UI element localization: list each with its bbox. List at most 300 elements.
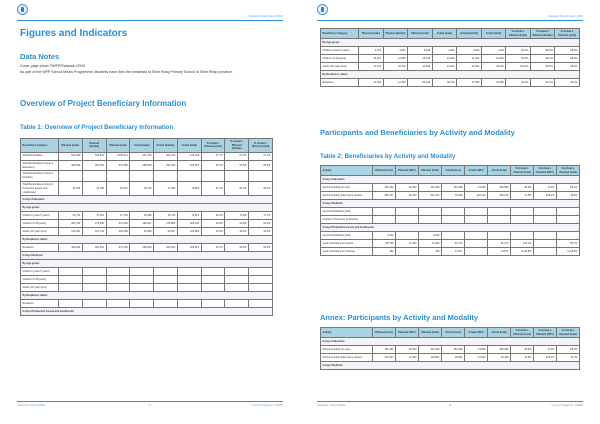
table-row xyxy=(21,212,273,220)
cell-value: 14,871 xyxy=(442,248,465,256)
cell-value xyxy=(82,300,106,308)
section-row xyxy=(21,196,273,204)
cell-value: 30,000 xyxy=(396,192,419,200)
cell-value: 15,207 xyxy=(359,55,384,63)
cell-value xyxy=(465,248,488,256)
table-row xyxy=(21,171,273,182)
row-label: Total Beneficiaries (Comp.2 Nutrition) xyxy=(21,171,59,182)
section-row xyxy=(321,71,580,79)
cell-value: 20,500 xyxy=(396,184,419,192)
cell-value xyxy=(201,284,225,292)
column-header: % Actual v. Planned (food) xyxy=(511,328,534,338)
cell-value: 71.7% xyxy=(249,212,273,220)
column-header: Actual (total) xyxy=(488,166,511,176)
cell-value: 64.8% xyxy=(201,220,225,228)
column-header: Planned (CBT) xyxy=(396,328,419,338)
column-header: Actual (female) xyxy=(457,29,482,39)
cell-value: 13,036 xyxy=(432,55,457,63)
data-notes-caption: As part of the WFP School Meals Programme, students have their the breakfast at Siem Rong Primary School in Siem Reap province. xyxy=(20,70,234,74)
cell-value xyxy=(59,276,83,284)
cell-value xyxy=(396,232,419,240)
row-label: Children (under 5 years) xyxy=(321,47,359,55)
annex-participants-table xyxy=(320,327,580,370)
cell-value xyxy=(557,216,580,224)
cell-value xyxy=(130,300,154,308)
cell-value xyxy=(373,216,396,224)
row-label: Children (5-18 years) xyxy=(21,220,59,228)
cell-value: 98.2% xyxy=(555,63,580,71)
page-footer xyxy=(317,401,583,409)
cell-value: 93.1% xyxy=(555,79,580,87)
column-header: Actual (total) xyxy=(481,29,506,39)
cell-value: 73.0% xyxy=(534,346,557,354)
cell-value xyxy=(396,216,419,224)
cell-value xyxy=(59,268,83,276)
cell-value: 38,710 xyxy=(130,181,154,195)
cell-value: 33.7% xyxy=(557,354,580,362)
cell-value: 41,155 xyxy=(383,79,408,87)
cell-value: 490,009 xyxy=(59,244,83,252)
cell-value xyxy=(82,284,106,292)
section-label: By Residence status: xyxy=(21,236,273,244)
cell-value xyxy=(465,232,488,240)
column-header: Actual (total) xyxy=(488,328,511,338)
section-label: By Age-group: xyxy=(21,204,273,212)
table-row xyxy=(21,228,273,236)
cell-value: 85.5% xyxy=(506,55,531,63)
page-footer xyxy=(17,401,283,409)
cell-value: 3,118.8% xyxy=(511,248,534,256)
table-header-row xyxy=(21,139,273,153)
cell-value xyxy=(488,216,511,224)
section-row xyxy=(321,176,580,184)
header-report-title: Standard Project Report 2015 xyxy=(248,15,283,18)
cell-value: 974,360 xyxy=(106,160,130,171)
table-row xyxy=(321,55,580,63)
cell-value: 92.2% xyxy=(225,181,249,195)
cell-value xyxy=(442,216,465,224)
row-label: General Distribution (GD) xyxy=(321,208,373,216)
table-row xyxy=(321,47,580,55)
cell-value: 41,155 xyxy=(59,181,83,195)
section-label: By Age-group: xyxy=(21,260,273,268)
cell-value: 391,460 xyxy=(373,184,396,192)
column-header: % Actual v. Planned (food) xyxy=(511,166,534,176)
table-row xyxy=(21,181,273,195)
cell-value: 268,038 xyxy=(130,244,154,252)
cell-value xyxy=(201,171,225,182)
section-row xyxy=(21,236,273,244)
cell-value: 351,999 xyxy=(442,184,465,192)
cell-value: 76,660 xyxy=(177,181,201,195)
column-header: Actual (female) xyxy=(154,139,178,153)
cell-value xyxy=(534,240,557,248)
cell-value: 82,310 xyxy=(408,79,433,87)
column-header: Actual (male) xyxy=(130,139,154,153)
section-label: Comp.1 Education xyxy=(321,338,580,346)
cell-value: 7,484 xyxy=(481,47,506,55)
footer-right: Country Programme - 200202 xyxy=(551,404,583,407)
column-header: Activity xyxy=(321,166,373,176)
cell-value: 4,200 xyxy=(383,47,408,55)
row-label: Children (5-18 years) xyxy=(321,55,359,63)
cell-value: 202,215 xyxy=(488,192,511,200)
column-header: % Actual v. Planned (male) xyxy=(201,139,225,153)
cell-value: 23,416 xyxy=(383,63,408,71)
cell-value: 21,279 xyxy=(359,63,384,71)
cell-value: 73.0% xyxy=(534,184,557,192)
row-label: Adults (18 years plus) xyxy=(21,228,59,236)
cell-value: 24,642 xyxy=(465,354,488,362)
cell-value: 21,623 xyxy=(432,63,457,71)
header-report-title: Standard Project Report 2015 xyxy=(548,15,583,18)
cell-value xyxy=(106,284,130,292)
row-label: School Feeding (take-home rations) xyxy=(321,354,373,362)
cell-value: 34,726 xyxy=(154,212,178,220)
cell-value: 275,566 xyxy=(82,220,106,228)
cell-value xyxy=(557,208,580,216)
cell-value: 41,155 xyxy=(82,181,106,195)
page-number: 10 xyxy=(148,404,152,407)
cell-value: 1,059,914 xyxy=(106,152,130,160)
cell-value xyxy=(225,268,249,276)
section-row xyxy=(321,200,580,208)
section-row xyxy=(21,308,273,316)
cell-value xyxy=(442,232,465,240)
cell-value: 264,463 xyxy=(154,244,178,252)
column-header: Actual (male) xyxy=(432,29,457,39)
cell-value: 8,909 xyxy=(408,47,433,55)
cell-value: 3,118.8% xyxy=(557,248,580,256)
cell-value: 3,633 xyxy=(457,47,482,55)
cell-value: 50,607 xyxy=(154,228,178,236)
cell-value: 73.8% xyxy=(225,212,249,220)
table1-caption: Table 1: Overview of Project Beneficiary Information xyxy=(20,124,174,131)
cell-value: 61,670 xyxy=(488,240,511,248)
cell-value xyxy=(177,268,201,276)
cell-value xyxy=(373,208,396,216)
column-header: Actual (food) xyxy=(442,328,465,338)
cell-value: 86.8% xyxy=(555,55,580,63)
cell-value: 76,660 xyxy=(481,79,506,87)
column-header: % Actual v. Planned (female) xyxy=(530,29,555,39)
cell-value: 6,640 xyxy=(419,232,442,240)
table-row xyxy=(321,184,580,192)
row-label: Food-Assistance-for-Assets xyxy=(321,240,373,248)
cell-value: 36,086 xyxy=(130,212,154,220)
table-row xyxy=(321,232,580,240)
cell-value: 37,950 xyxy=(457,79,482,87)
table-row xyxy=(21,220,273,228)
cell-value: 60.4% xyxy=(201,212,225,220)
cell-value xyxy=(201,300,225,308)
cell-value xyxy=(419,208,442,216)
cell-value: 161,724 xyxy=(82,228,106,236)
table-row xyxy=(321,79,580,87)
row-label: Residents xyxy=(21,244,59,252)
table-row xyxy=(21,244,273,252)
cell-value: 145,561 xyxy=(59,228,83,236)
cell-value: 38,710 xyxy=(432,79,457,87)
cell-value: 525,524 xyxy=(82,152,106,160)
cell-value: 13,499 xyxy=(383,55,408,63)
page-number: 11 xyxy=(448,404,452,407)
cell-value: 24,960 xyxy=(481,55,506,63)
cell-value: 480 xyxy=(419,248,442,256)
footer-left: Cambodia, Project 200202 xyxy=(17,404,46,407)
cell-value: 28,706 xyxy=(408,55,433,63)
cell-value xyxy=(201,268,225,276)
cell-value: 570,318 xyxy=(106,220,130,228)
section-row xyxy=(21,260,273,268)
column-header: % Actual v. Planned (female) xyxy=(225,139,249,153)
participants-heading: Participants and Beneficiaries by Activity and Modality xyxy=(320,128,515,137)
column-header: Planned (food) xyxy=(373,328,396,338)
row-label: Residents xyxy=(321,79,359,87)
column-header: Planned (male) xyxy=(359,29,384,39)
footer-right: Country Programme - 200202 xyxy=(251,404,283,407)
cell-value xyxy=(82,268,106,276)
footer-left: Cambodia, Project 200202 xyxy=(317,404,346,407)
section-label: By Residence status: xyxy=(321,71,580,79)
cell-value xyxy=(225,276,249,284)
table-header-row xyxy=(321,29,580,39)
section-row xyxy=(21,204,273,212)
cell-value: 484,351 xyxy=(82,160,106,171)
column-header: % Actual v. Planned (CBT) xyxy=(534,166,557,176)
cell-value: 57.7% xyxy=(201,152,225,160)
cell-value xyxy=(396,248,419,256)
annex-heading: Annex: Participants by Activity and Modality xyxy=(320,313,479,322)
cell-value: 119,807 xyxy=(419,354,442,362)
cell-value: 107,807 xyxy=(373,354,396,362)
cell-value: 79,005 xyxy=(442,192,465,200)
cell-value: 391,460 xyxy=(373,346,396,354)
section-label: Comp.3 Productive Assets and Livelihoods xyxy=(321,224,580,232)
cell-value: 40,443 xyxy=(488,354,511,362)
cell-value xyxy=(130,284,154,292)
section-label: By Residence status: xyxy=(21,292,273,300)
cell-value: 205.4% xyxy=(534,354,557,362)
cell-value: 480 xyxy=(373,248,396,256)
section-label: Comp.2 Nutrition xyxy=(21,252,273,260)
cell-value xyxy=(106,171,130,182)
section-row xyxy=(321,338,580,346)
cell-value xyxy=(465,216,488,224)
cell-value: 47,031 xyxy=(82,212,106,220)
cell-value xyxy=(225,171,249,182)
row-label: Nutrition: Prevention of Stunting xyxy=(321,216,373,224)
cell-value: 20,500 xyxy=(396,346,419,354)
table-row xyxy=(321,354,580,362)
wfp-logo-icon xyxy=(317,4,328,15)
cell-value: 88.1% xyxy=(530,55,555,63)
cell-value: 44,016 xyxy=(481,63,506,71)
section-label: Comp.1 Education xyxy=(321,176,580,184)
row-label: Total Beneficiaries xyxy=(21,152,59,160)
cell-value: 54.7% xyxy=(201,160,225,171)
cell-value: 94.1% xyxy=(201,181,225,195)
cell-value: 71,060 xyxy=(419,240,442,248)
column-header: Planned (total) xyxy=(419,328,442,338)
cell-value: 83.9% xyxy=(555,47,580,55)
cell-value: 4,051 xyxy=(432,47,457,55)
cell-value: 88.1% xyxy=(557,184,580,192)
cell-value xyxy=(177,276,201,284)
cell-value: 61,670 xyxy=(442,240,465,248)
column-header: Actual (CBT) xyxy=(465,166,488,176)
row-label: Adults (18 years plus) xyxy=(321,63,359,71)
row-label: General Distribution (GD) xyxy=(321,232,373,240)
section-row xyxy=(21,292,273,300)
column-header: Actual (total) xyxy=(177,139,201,153)
beneficiary-overview-table-continued xyxy=(320,28,580,87)
table-row xyxy=(21,284,273,292)
cell-value: 54.6% xyxy=(225,160,249,171)
cell-value xyxy=(106,276,130,284)
column-header: Planned (female) xyxy=(82,139,106,153)
cell-value: 33.4% xyxy=(201,228,225,236)
cell-value xyxy=(225,284,249,292)
cell-value: 184,637 xyxy=(130,220,154,228)
cell-value: 92.2% xyxy=(530,79,555,87)
cell-value: 89.9% xyxy=(511,346,534,354)
cell-value: 54.7% xyxy=(201,244,225,252)
cell-value xyxy=(442,208,465,216)
cell-value xyxy=(488,208,511,216)
report-page-right xyxy=(300,0,600,424)
table-row xyxy=(321,63,580,71)
cell-value: 46,088 xyxy=(130,228,154,236)
cell-value xyxy=(249,268,273,276)
cell-value xyxy=(59,300,83,308)
column-header: % Actual v. Planned (total) xyxy=(555,29,580,39)
cell-value xyxy=(511,232,534,240)
cell-value: 44,695 xyxy=(408,63,433,71)
cell-value: 89.9% xyxy=(511,184,534,192)
cell-value: 59,722 xyxy=(59,212,83,220)
table-header-row xyxy=(321,328,580,338)
cell-value: 54.6% xyxy=(249,160,273,171)
table-row xyxy=(321,248,580,256)
cell-value: 6,640 xyxy=(373,232,396,240)
row-label: School Feeding (on-site) xyxy=(321,346,373,354)
table2-caption: Table 2: Beneficiaries by Activity and Modality xyxy=(320,153,456,160)
table-row xyxy=(321,192,580,200)
column-header: % Actual v. Planned (total) xyxy=(557,328,580,338)
page-header xyxy=(17,4,283,21)
cell-value: 490,009 xyxy=(59,160,83,171)
cell-value: 11,924 xyxy=(457,55,482,63)
cell-value xyxy=(249,276,273,284)
cell-value: 411,960 xyxy=(419,184,442,192)
cell-value: 37,950 xyxy=(154,181,178,195)
cell-value: 974,360 xyxy=(106,244,130,252)
cell-value: 484,351 xyxy=(82,244,106,252)
cell-value xyxy=(82,171,106,182)
cell-value: 532,501 xyxy=(177,160,201,171)
overview-heading: Overview of Project Beneficiary Information xyxy=(20,99,187,108)
cell-value: 302,410 xyxy=(154,152,178,160)
table-row xyxy=(21,152,273,160)
table-header-row xyxy=(321,166,580,176)
section-row xyxy=(21,252,273,260)
cell-value: 22,393 xyxy=(457,63,482,71)
cell-value: 351,999 xyxy=(442,346,465,354)
cell-value: 14,600 xyxy=(465,184,488,192)
section-label: Comp.2 Nutrition xyxy=(321,362,580,370)
cell-value: 532,501 xyxy=(177,244,201,252)
section-row xyxy=(321,224,580,232)
column-header: % Actual v. Planned (total) xyxy=(249,139,273,153)
cell-value: 610,158 xyxy=(177,152,201,160)
section-label: Comp.2 Nutrition xyxy=(321,200,580,208)
cell-value xyxy=(419,216,442,224)
cell-value: 12,000 xyxy=(396,354,419,362)
row-label: Children (5-18 years) xyxy=(21,276,59,284)
beneficiaries-by-activity-table xyxy=(320,165,580,256)
cell-value: 64.9% xyxy=(225,220,249,228)
cell-value xyxy=(154,171,178,182)
table-row xyxy=(321,208,580,216)
cell-value: 57.6% xyxy=(249,152,273,160)
cell-value: 54.6% xyxy=(225,244,249,252)
cell-value xyxy=(130,268,154,276)
cell-value xyxy=(177,300,201,308)
cell-value: 511,107 xyxy=(419,192,442,200)
cell-value xyxy=(396,208,419,216)
column-header: Beneficiary Category xyxy=(321,29,359,39)
cell-value: 101.6% xyxy=(506,63,531,71)
cell-value: 123,210 xyxy=(465,192,488,200)
section-label: By Age-group: xyxy=(321,39,580,47)
table-row xyxy=(321,216,580,224)
page-title: Figures and Indicators xyxy=(20,28,128,39)
page-header xyxy=(317,4,583,21)
row-label: Children (under 5 years) xyxy=(21,268,59,276)
table-row xyxy=(321,240,580,248)
cell-value: 268,038 xyxy=(130,160,154,171)
row-label: Total Beneficiaries (Comp.3 Productive Assets and Livelihoods) xyxy=(21,181,59,195)
cell-value: 88.1% xyxy=(557,346,580,354)
cell-value: 481,107 xyxy=(373,192,396,200)
column-header: Planned (male) xyxy=(59,139,83,153)
column-header: % Actual v. Planned (total) xyxy=(557,166,580,176)
cell-value xyxy=(249,300,273,308)
cell-value: 95.6% xyxy=(530,63,555,71)
cell-value: 205.4% xyxy=(534,192,557,200)
cell-value: 307,748 xyxy=(130,152,154,160)
cell-value: 284,752 xyxy=(59,220,83,228)
cell-value: 33.4% xyxy=(225,228,249,236)
cell-value: 366,599 xyxy=(488,184,511,192)
column-header: Planned (total) xyxy=(408,29,433,39)
column-header: Actual (CBT) xyxy=(465,328,488,338)
row-label: Food-Assistance-for-Training xyxy=(321,248,373,256)
cell-value xyxy=(130,276,154,284)
cell-value: 33.4% xyxy=(249,228,273,236)
cell-value: 86.7% xyxy=(557,240,580,248)
row-label: School Feeding (on-site) xyxy=(321,184,373,192)
cell-value: 15,861 xyxy=(442,354,465,362)
cell-value: 534,390 xyxy=(59,152,83,160)
cell-value: 306,289 xyxy=(106,228,130,236)
cell-value: 363,442 xyxy=(177,220,201,228)
table-row xyxy=(21,268,273,276)
cell-value xyxy=(82,276,106,284)
column-header: % Actual v. Planned (CBT) xyxy=(534,328,557,338)
row-label: School Feeding (take-home rations) xyxy=(321,192,373,200)
